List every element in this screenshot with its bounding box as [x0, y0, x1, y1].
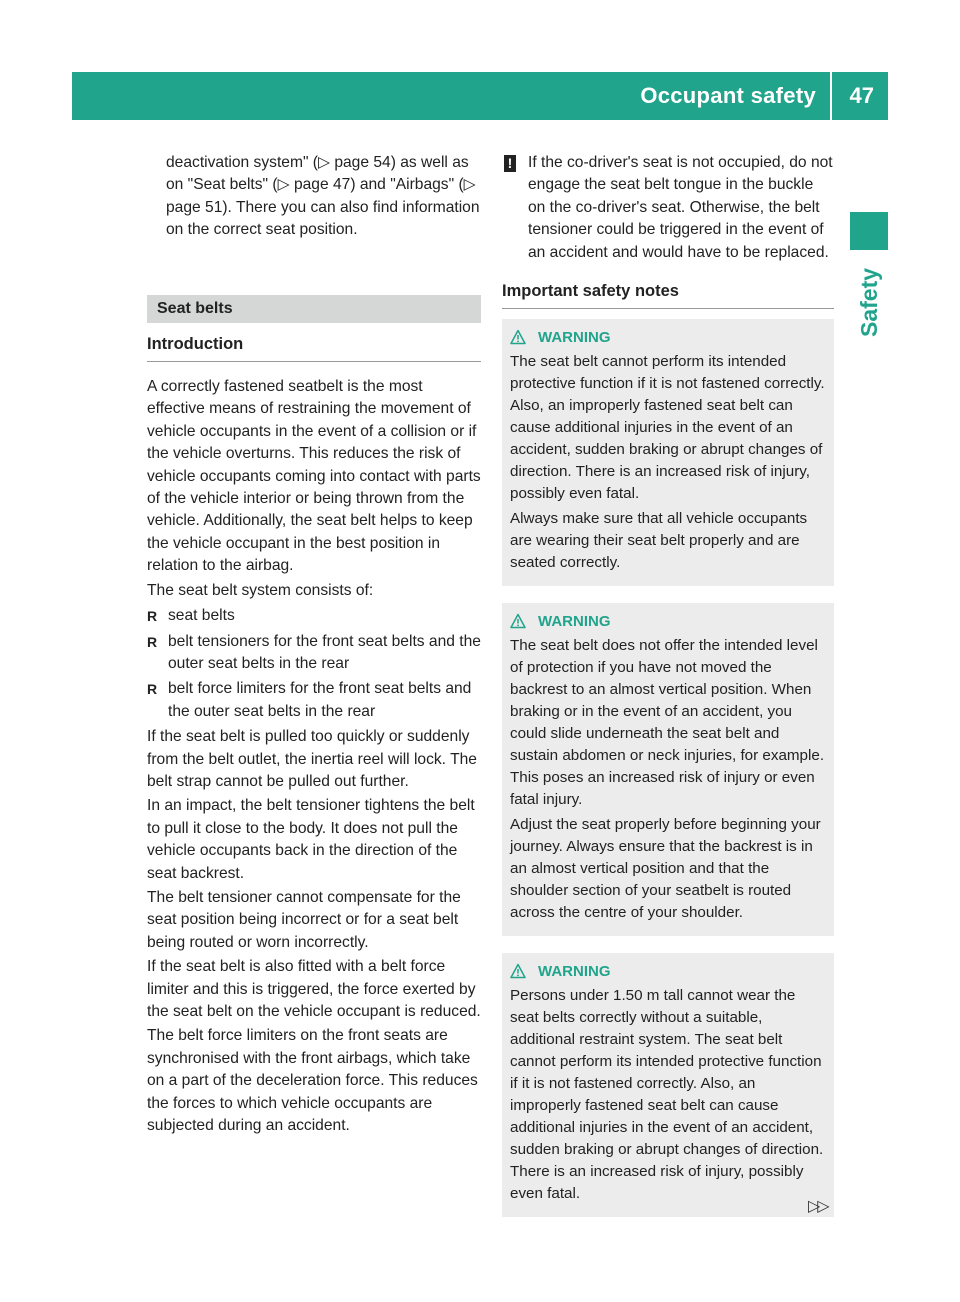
bullet-list — [147, 605, 481, 723]
page-number: 47 — [849, 83, 874, 108]
list-item-text: seat belts — [168, 607, 235, 625]
warning-heading — [510, 961, 826, 983]
bullet-marker: R — [147, 608, 158, 625]
warning-triangle-icon — [510, 329, 526, 345]
intro-paragraph: deactivation system" (▷ page 54) as well as on "Seat belts" (▷ page 47) and "Airbags" (▷ page 51). There you can also find information on the correct seat position. — [166, 154, 480, 239]
page-header — [72, 72, 888, 120]
subsection-heading-safety-notes: Important safety notes — [502, 280, 834, 309]
warning-box — [502, 319, 834, 586]
list-item-text: belt tensioners for the front seat belts and the outer seat belts in the rear — [168, 632, 481, 672]
warning-text: Adjust the seat properly before beginning your journey. Always ensure that the backrest is in an almost vertical position and that the shoulder section of your seatbelt is routed across the centre of your shoulder. — [510, 816, 821, 922]
right-column — [502, 152, 834, 1234]
notice-block — [502, 152, 834, 264]
subsection-heading-introduction: Introduction — [147, 333, 481, 362]
paragraph: In an impact, the belt tensioner tightens the belt to pull it close to the body. It does not pull the vehicle occupants back in the direction of the seat backrest. — [147, 797, 475, 882]
side-marker — [850, 212, 888, 250]
warning-heading — [510, 611, 826, 633]
list-item — [147, 605, 481, 627]
continue-arrows-icon: ▷▷ — [808, 1198, 827, 1215]
warning-text: The seat belt does not offer the intended level of protection if you have not moved the backrest to an almost vertical position. When braking or in the event of an accident, you could slide underneath the seat belt and sustain abdomen or neck injuries, for example. This poses an increased risk of injury or even fatal injury. — [510, 637, 825, 809]
header-divider — [830, 72, 832, 120]
bullet-marker: R — [147, 681, 158, 698]
left-column — [147, 152, 481, 1139]
warning-title: WARNING — [538, 329, 611, 347]
paragraph: If the seat belt is also fitted with a belt force limiter and this is triggered, the force exerted by the seat belt on the vehicle occupant is reduced. — [147, 958, 481, 1020]
list-item — [147, 678, 481, 723]
paragraph: The seat belt system consists of: — [147, 581, 374, 599]
warning-heading — [510, 327, 826, 349]
section-heading-seat-belts: Seat belts — [147, 295, 481, 323]
page-title: Occupant safety — [640, 83, 816, 108]
warning-triangle-icon — [510, 613, 526, 629]
paragraph: If the seat belt is pulled too quickly or suddenly from the belt outlet, the inertia reel will lock. The belt strap cannot be pulled out further. — [147, 728, 477, 790]
warning-title: WARNING — [538, 613, 611, 631]
list-item-text: belt force limiters for the front seat belts and the outer seat belts in the rear — [168, 680, 472, 720]
warning-title: WARNING — [538, 963, 611, 981]
warning-text: Persons under 1.50 m tall cannot wear the seat belts correctly without a suitable, additional restraint system. The seat belt cannot perform its intended protective function if it is not fastened correctly. Also, an improperly fastened seat belt can cause additional injuries in the event of an accident, sudden braking or abrupt changes of direction. There is an increased risk of injury, possibly even fatal. — [510, 987, 824, 1203]
exclamation-icon: ! — [504, 155, 516, 172]
warning-text: The seat belt cannot perform its intended protective function if it is not fastened correctly. Also, an improperly fastened seat belt can cause additional injuries in the event of an accident, sudden braking or abrupt changes of direction. There is an increased risk of injury, possibly even fatal. — [510, 353, 825, 503]
chapter-tab: Safety — [856, 267, 882, 337]
paragraph: The belt force limiters on the front seats are synchronised with the front airbags, which take on a part of the deceleration force. This reduces the forces to which vehicle occupants are subjected during an accident. — [147, 1027, 478, 1135]
warning-box — [502, 953, 834, 1217]
bullet-marker: R — [147, 633, 158, 650]
warning-text: Always make sure that all vehicle occupants are wearing their seat belt properly and are seated correctly. — [510, 510, 808, 572]
warning-box — [502, 603, 834, 936]
warning-triangle-icon — [510, 963, 526, 979]
notice-text: If the co-driver's seat is not occupied, do not engage the seat belt tongue in the buckle on the co-driver's seat. Otherwise, the belt tensioner could be triggered in the event of an accident and would have to be replaced. — [528, 154, 833, 261]
list-item — [147, 631, 481, 676]
paragraph: The belt tensioner cannot compensate for the seat position being incorrect or for a seat belt being routed or worn incorrectly. — [147, 888, 461, 951]
paragraph: A correctly fastened seatbelt is the most effective means of restraining the movement of vehicle occupants in the event of a collision or if the vehicle overturns. This reduces the risk of vehicle occupants coming into contact with parts of the vehicle interior or being thrown from the vehicle. Additionally, the seat belt helps to keep the vehicle occupant in the best position in relation to the airbag. — [147, 378, 481, 575]
